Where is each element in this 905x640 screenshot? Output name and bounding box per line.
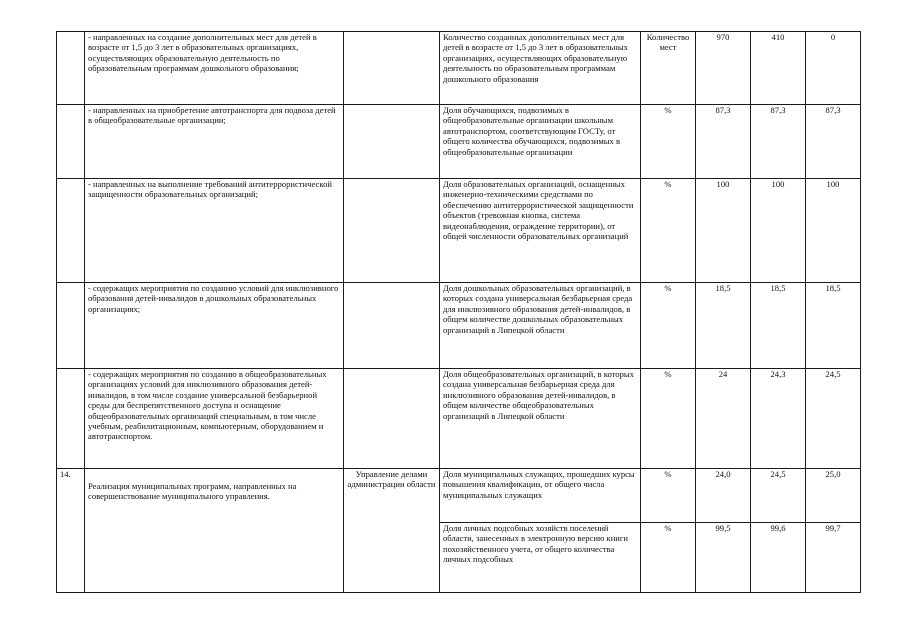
table-row xyxy=(57,32,861,105)
indicator-value-3: 0 xyxy=(806,32,861,105)
indicator-value-2: 87,3 xyxy=(751,105,806,179)
row-number xyxy=(57,283,85,369)
row-number xyxy=(57,32,85,105)
executor xyxy=(344,32,440,105)
executor xyxy=(344,179,440,283)
unit-of-measure: % xyxy=(641,469,696,523)
executor xyxy=(344,369,440,469)
table-row xyxy=(57,469,861,523)
indicator-value-3: 25,0 xyxy=(806,469,861,523)
executor xyxy=(344,105,440,179)
indicator-value-1: 24,0 xyxy=(696,469,751,523)
indicator-value-3: 100 xyxy=(806,179,861,283)
indicator-description: Количество созданных дополнительных мест для детей в возрасте от 1,5 до 3 лет в образовательных организациях, осуществляющих образовательную деятельность по образовательным программам дошкольного образования xyxy=(440,32,641,105)
measure-description: - направленных на создание дополнительных мест для детей в возрасте от 1,5 до 3 лет в образовательных организациях, осуществляющих образовательную деятельность по образовательным программам дошкольного образования; xyxy=(85,32,344,105)
indicator-value-2: 99,6 xyxy=(751,523,806,593)
indicator-value-1: 24 xyxy=(696,369,751,469)
table-row xyxy=(57,283,861,369)
indicator-value-2: 410 xyxy=(751,32,806,105)
unit-of-measure: Количество мест xyxy=(641,32,696,105)
unit-of-measure: % xyxy=(641,105,696,179)
row-number xyxy=(57,179,85,283)
indicator-description: Доля обучающихся, подвозимых в общеобразовательные организации школьным автотранспортом, соответствующим ГОСТу, от общего количества обучающихся, подвозимых в общеобразовательные организации xyxy=(440,105,641,179)
indicator-value-3: 87,3 xyxy=(806,105,861,179)
row-number: 14. xyxy=(57,469,85,593)
executor: Управление делами администрации области xyxy=(344,469,440,593)
indicator-description: Доля образовательных организаций, оснащенных инженерно-техническими средствами по обеспечению антитеррористической защищенности объектов (тревожная кнопка, система видеонаблюдения, ограждение территории), от общей численности образовательных организаций xyxy=(440,179,641,283)
table-row xyxy=(57,105,861,179)
table-row xyxy=(57,179,861,283)
measure-description: - направленных на выполнение требований антитеррористической защищенности образовательных организаций; xyxy=(85,179,344,283)
measure-description: - содержащих мероприятия по созданию в общеобразовательных организациях условий для инклюзивного образования детей-инвалидов, в том числе создание универсальной безбарьерной среды для беспрепятственного доступа и оснащение общеобразовательных организаций специальным, в том числе учебным, реабилитационным, компьютерным, оборудованием и автотранспортом. xyxy=(85,369,344,469)
program-indicators-table xyxy=(56,31,861,593)
indicator-description: Доля личных подсобных хозяйств поселений области, занесенных в электронную версию книги похозяйственного учета, от общего количества личных подсобных xyxy=(440,523,641,593)
unit-of-measure: % xyxy=(641,179,696,283)
indicator-description: Доля общеобразовательных организаций, в которых создана универсальная безбарьерная среда для инклюзивного образования детей-инвалидов, в общем количестве общеобразовательных организаций в Липецкой области xyxy=(440,369,641,469)
row-number xyxy=(57,369,85,469)
indicator-value-2: 100 xyxy=(751,179,806,283)
indicator-value-3: 24,5 xyxy=(806,369,861,469)
indicator-description: Доля дошкольных образовательных организаций, в которых создана универсальная безбарьерная среда для инклюзивного образования детей-инвалидов, в общем количестве дошкольных образовательных организаций в Липецкой области xyxy=(440,283,641,369)
unit-of-measure: % xyxy=(641,369,696,469)
indicator-value-1: 87,3 xyxy=(696,105,751,179)
measure-description: - содержащих мероприятия по созданию условий для инклюзивного образования детей-инвалидов в дошкольных образовательных организациях; xyxy=(85,283,344,369)
indicator-value-1: 970 xyxy=(696,32,751,105)
indicator-value-3: 18,5 xyxy=(806,283,861,369)
indicator-value-2: 24,5 xyxy=(751,469,806,523)
unit-of-measure: % xyxy=(641,523,696,593)
indicator-value-2: 24,3 xyxy=(751,369,806,469)
indicator-value-2: 18,5 xyxy=(751,283,806,369)
indicator-description: Доля муниципальных служащих, прошедших курсы повышения квалификации, от общего числа муниципальных служащих xyxy=(440,469,641,523)
row-number xyxy=(57,105,85,179)
indicator-value-1: 18,5 xyxy=(696,283,751,369)
indicator-value-3: 99,7 xyxy=(806,523,861,593)
indicator-value-1: 100 xyxy=(696,179,751,283)
table-row xyxy=(57,369,861,469)
measure-description: - направленных на приобретение автотранспорта для подвоза детей в общеобразовательные организации; xyxy=(85,105,344,179)
indicator-value-1: 99,5 xyxy=(696,523,751,593)
executor xyxy=(344,283,440,369)
unit-of-measure: % xyxy=(641,283,696,369)
measure-description: Реализация муниципальных программ, направленных на совершенствование муниципального управления. xyxy=(85,469,344,593)
